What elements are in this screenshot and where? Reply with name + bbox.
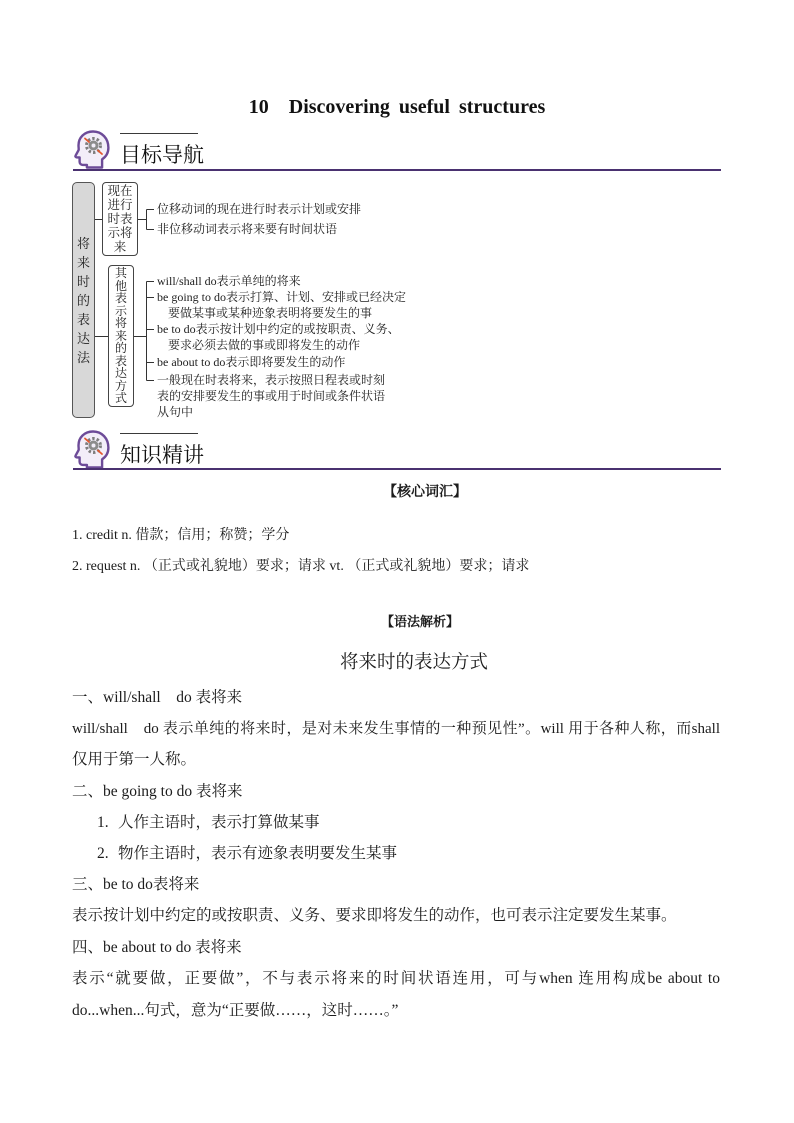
section-divider [73, 468, 721, 470]
mindmap-item: 位移动词的现在进行时表示计划或安排 [157, 202, 362, 216]
mindmap-item-continuation: 从句中 [157, 405, 194, 419]
head-gear-icon [73, 429, 111, 469]
grammar-body-line: 仅用于第一人称。 [72, 751, 197, 768]
mindmap-branch-label: 现在进行时表示将来 [107, 184, 133, 254]
grammar-body-line: 表示按计划中约定的或按职责、义务、要求即将发生的动作，也可表示注定要发生某事。 [72, 907, 677, 924]
mindmap-item-continuation: 要做某事或某种迹象表明将要发生的事 [168, 306, 373, 320]
list-item-text: 物作主语时，表示有迹象表明要发生某事 [118, 845, 398, 862]
mindmap-branch-label: 其他表示将来的表达方式 [114, 266, 127, 406]
mindmap-item: 非位移动词表示将来要有时间状语 [157, 222, 338, 236]
vocab-item: 1. credit n. 借款；信用；称赞；学分 [72, 528, 290, 543]
mindmap-item: will/shall do表示单纯的将来 [157, 274, 301, 288]
grammar-point-heading: 一、will/shall do 表将来 [72, 689, 243, 706]
list-number: 2. [97, 845, 109, 862]
mindmap-item: be going to do表示打算、计划、安排或已经决定 [157, 290, 406, 304]
vocab-item: 2. request n. （正式或礼貌地）要求；请求 vt. （正式或礼貌地）要求；请求 [72, 559, 530, 574]
mindmap-branch-node [108, 265, 134, 407]
grammar-point-heading: 四、be about to do 表将来 [72, 939, 242, 956]
mindmap-root-label: 将来时的表达法 [76, 235, 90, 365]
mindmap-item: be about to do表示即将要发生的动作 [157, 355, 346, 369]
vocab-heading: 【核心词汇】 [383, 485, 467, 500]
grammar-heading: 【语法解析】 [381, 614, 460, 629]
page-title: 10 Discovering useful structures [248, 96, 546, 118]
mindmap-item: be to do表示按计划中约定的或按职责、义务、 [157, 322, 400, 336]
mindmap-item-continuation: 表的安排要发生的事或用于时间或条件状语 [157, 389, 386, 403]
grammar-body-line: will/shall do 表示单纯的将来时，是对未来发生事情的一种预见性”。will 用于各种人称，而shall [72, 721, 720, 737]
mindmap-item: 一般现在时表将来，表示按照日程表或时刻 [157, 373, 386, 387]
head-gear-icon [73, 129, 111, 169]
section-divider [73, 169, 721, 171]
grammar-body-line: do...when...句式，意为“正要做……，这时……。” [72, 1002, 399, 1019]
grammar-point-heading: 三、be to do表将来 [72, 876, 200, 893]
list-item-text: 人作主语时，表示打算做某事 [118, 814, 320, 831]
grammar-body-line: 表示“就要做，正要做”，不与表示将来的时间状语连用，可与when 连用构成be about to [72, 970, 720, 987]
mindmap-branch-node [102, 182, 138, 256]
section-heading-knowledge: 知识精讲 [120, 443, 204, 467]
mindmap-item-continuation: 要求必须去做的事或即将发生的动作 [168, 338, 361, 352]
grammar-point-heading: 二、be going to do 表将来 [72, 783, 243, 800]
mindmap-root-node [72, 182, 95, 418]
grammar-subtitle: 将来时的表达方式 [340, 653, 489, 673]
heading-accent-line [120, 433, 198, 434]
list-number: 1. [97, 814, 109, 831]
section-heading-goal: 目标导航 [120, 143, 204, 167]
heading-accent-line [120, 133, 198, 134]
